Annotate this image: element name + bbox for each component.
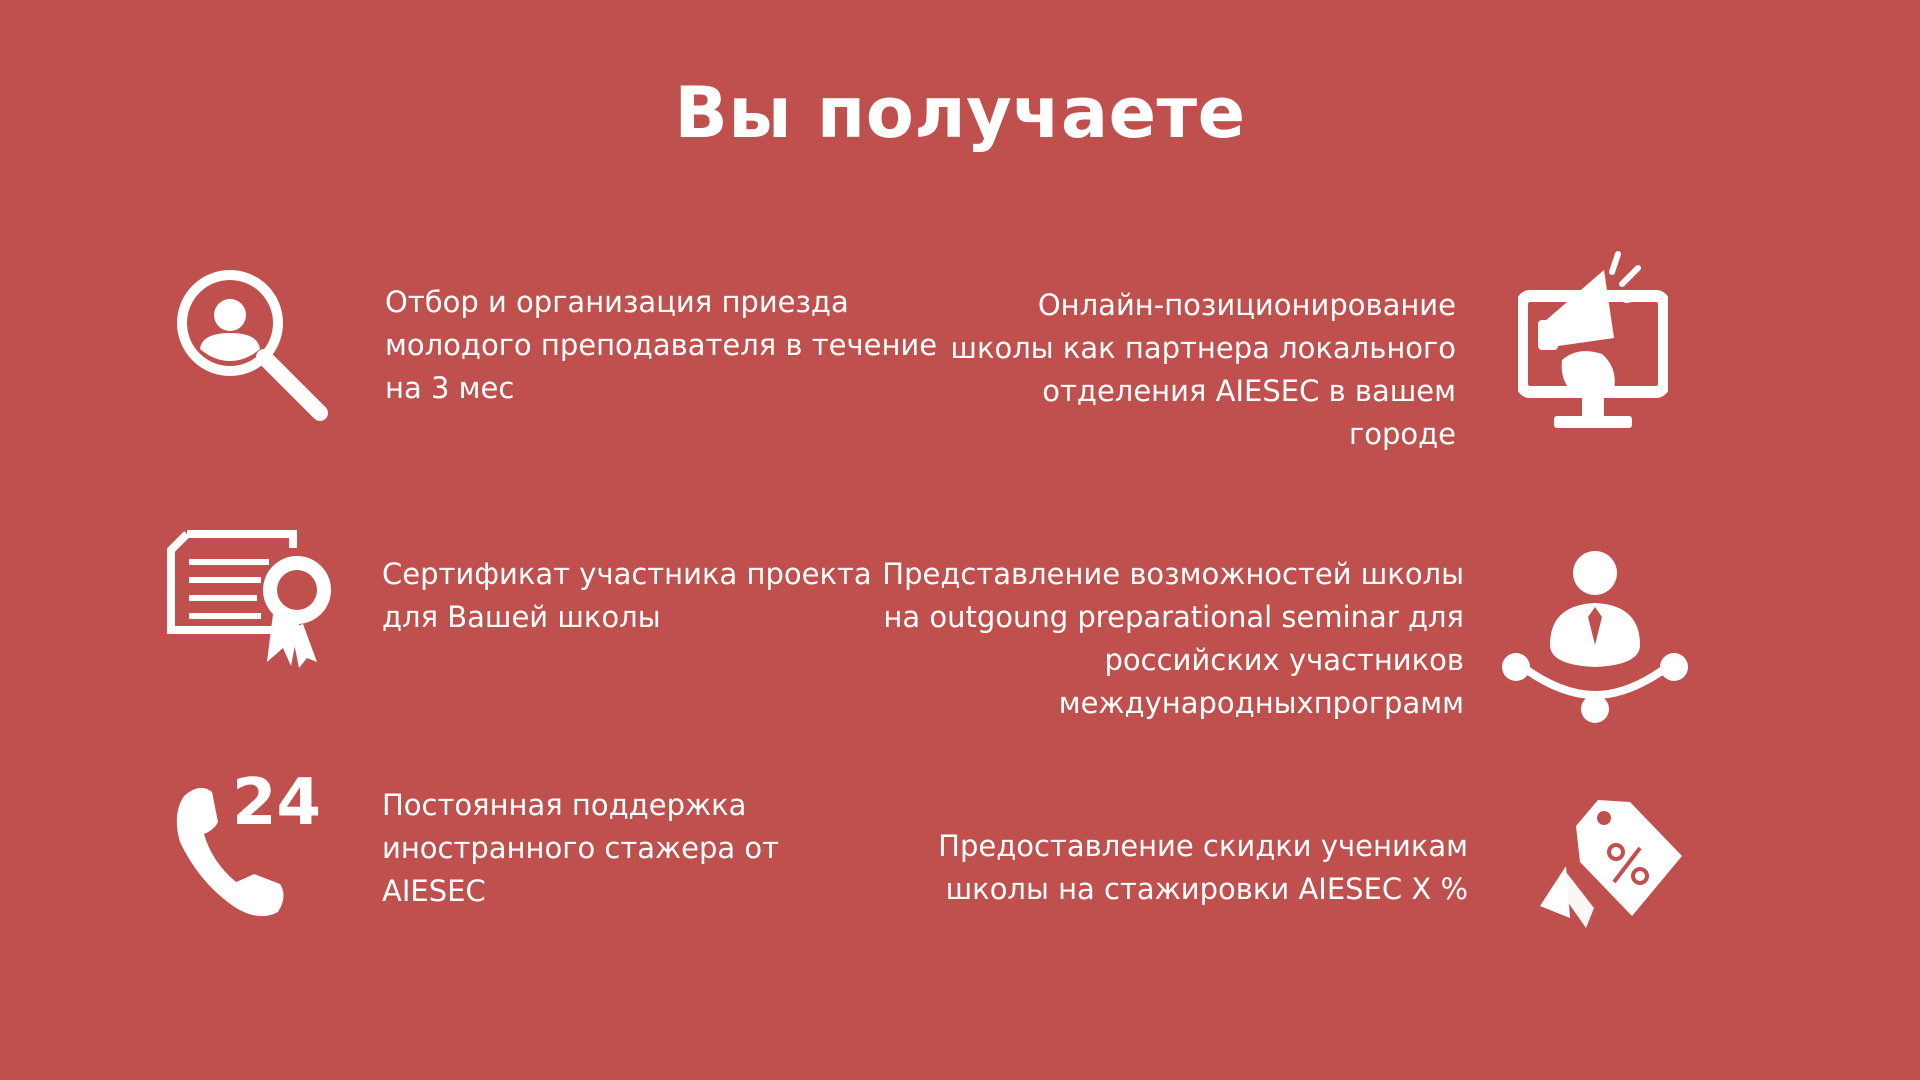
benefit-line: AIESEC: [382, 874, 486, 908]
benefit-line: Отбор и организация приезда: [385, 285, 849, 319]
benefit-support-text: [382, 784, 779, 913]
benefit-line: на outgoung preparational seminar для: [883, 600, 1464, 634]
benefit-line: отделения AIESEC в вашем: [1042, 374, 1456, 408]
benefit-line: школы как партнера локального: [950, 331, 1456, 365]
benefit-selection-text: [385, 281, 937, 410]
person-network-icon: [1500, 545, 1690, 725]
benefit-line: для Вашей школы: [382, 600, 661, 634]
benefit-line: Предоставление скидки ученикам: [938, 829, 1468, 863]
benefit-line: Сертификат участника проекта: [382, 557, 872, 591]
benefit-presentation-text: [882, 553, 1464, 725]
slide-title: Вы получаете: [674, 72, 1246, 154]
benefit-line: молодого преподавателя в течение: [385, 328, 938, 362]
magnifier-person-icon: [172, 265, 332, 425]
monitor-megaphone-icon: [1518, 250, 1668, 435]
benefit-certificate-text: [382, 553, 872, 639]
benefit-line: на 3 мес: [385, 371, 515, 405]
benefit-line: Представление возможностей школы: [882, 557, 1464, 591]
benefit-line: Постоянная поддержка: [382, 788, 747, 822]
hours-badge: 24: [232, 766, 322, 840]
benefit-line: Онлайн-позиционирование: [1037, 288, 1456, 322]
benefit-discount-text: [938, 825, 1468, 911]
benefit-online-text: [950, 284, 1456, 456]
discount-tag-icon: [1536, 796, 1686, 936]
benefit-line: городе: [1348, 417, 1456, 451]
benefit-line: школы на стажировки AIESEC X %: [945, 872, 1468, 906]
benefit-line: российских участников: [1104, 643, 1464, 677]
benefit-line: иностранного стажера от: [382, 831, 780, 865]
benefit-line: международныхпрограмм: [1058, 686, 1464, 720]
certificate-icon: [165, 528, 335, 668]
